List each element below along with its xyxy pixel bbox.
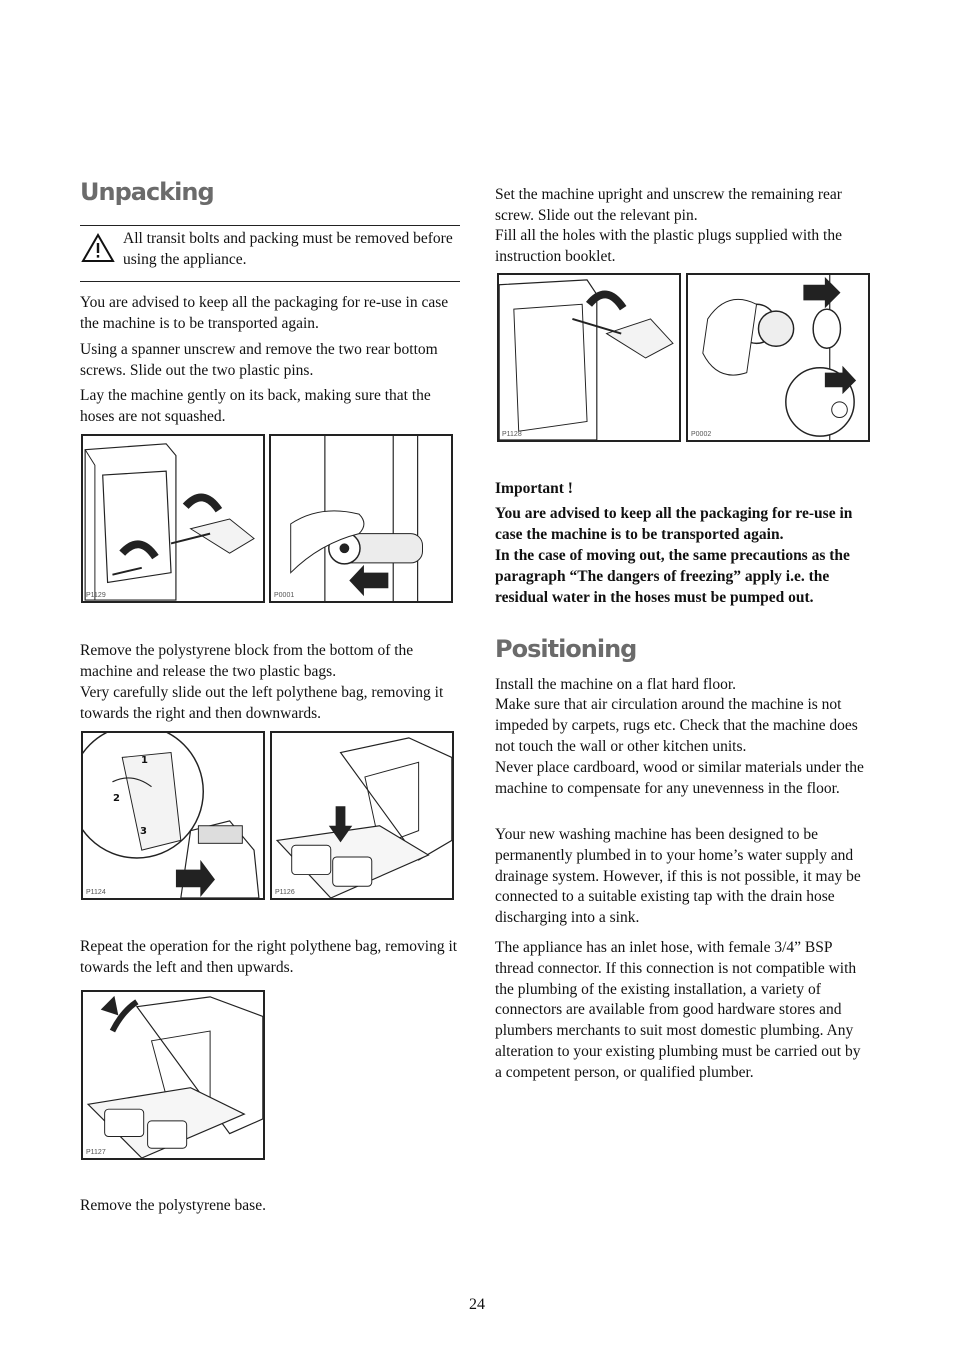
- plastic-plugs-illustration: [688, 275, 868, 440]
- unpack-para-1: You are advised to keep all the packaging for re-use in case the machine is to be transported again.: [80, 294, 449, 332]
- figure-code: P0001: [274, 592, 295, 599]
- figure-plugs: [686, 273, 870, 442]
- unpack-para-2: Using a spanner unscrew and remove the two rear bottom screws. Slide out the two plastic pins.: [80, 341, 438, 379]
- unpacking-heading: Unpacking: [80, 178, 214, 206]
- warning-text: All transit bolts and packing must be removed before using the appliance.: [123, 230, 453, 268]
- right-para-2: Fill all the holes with the plastic plugs supplied with the instruction booklet.: [495, 227, 842, 265]
- unpack-para-3: Lay the machine gently on its back, making sure that the hoses are not squashed.: [80, 387, 431, 425]
- warning-box: [80, 225, 460, 282]
- unpack-para-5: Very carefully slide out the left polythene bag, removing it towards the right and then downwards.: [80, 684, 444, 722]
- pin-removal-illustration: [271, 436, 451, 601]
- machine-rear-illustration: [83, 436, 263, 601]
- figure-code: P1126: [275, 889, 295, 896]
- polystyrene-tray-illustration: [272, 733, 452, 898]
- figure-right-bag: [81, 990, 265, 1160]
- figure-code: P1124: [86, 889, 106, 896]
- figure-bag-downwards: [270, 731, 454, 900]
- page-number: 24: [469, 1296, 485, 1313]
- left-bag-illustration: [83, 733, 263, 898]
- important-para-1: You are advised to keep all the packaging for re-use in case the machine is to be transported again.: [495, 505, 853, 543]
- important-heading: Important !: [495, 480, 573, 497]
- warning-triangle-icon: [81, 233, 115, 263]
- figure-code: P1128: [502, 431, 522, 438]
- positioning-para-5: The appliance has an inlet hose, with female 3/4” BSP thread connector. If this connection is not compatible with the plumbing of the existing installation, a variety of connectors are available from good hardware stores and plumbers merchants to suit most domestic plumbing. Any alteration to your existing plumbing must be carried out by a competent person, or qualified plumber.: [495, 939, 861, 1081]
- positioning-para-2: Make sure that air circulation around the machine is not impeded by carpets, rugs etc. Check that the machine does not touch the wall or other kitchen units.: [495, 696, 858, 755]
- positioning-heading: Positioning: [495, 635, 637, 663]
- important-para-2: In the case of moving out, the same precautions as the paragraph “The dangers of freezing” apply i.e. the residual water in the hoses must be pumped out.: [495, 547, 850, 606]
- unpack-para-7: Remove the polystyrene base.: [80, 1197, 266, 1214]
- figure-code: P1127: [86, 1149, 106, 1156]
- figure-code: P1129: [86, 592, 106, 599]
- step-label-3: 3: [140, 826, 147, 837]
- figure-pull-pin: [269, 434, 453, 603]
- figure-rear-screw: [497, 273, 681, 442]
- right-bag-illustration: [83, 992, 263, 1158]
- figure-unscrew-rear: [81, 434, 265, 603]
- positioning-para-4: Your new washing machine has been designed to be permanently plumbed in to your home’s water supply and drainage system. However, if this is not possible, it may be connected to a suitable existing tap with the drain hose discharging into a sink.: [495, 826, 861, 927]
- unpack-para-6: Repeat the operation for the right polythene bag, removing it towards the left and then upwards.: [80, 938, 458, 976]
- unpack-para-4: Remove the polystyrene block from the bottom of the machine and release the two plastic bags.: [80, 642, 414, 680]
- rear-screw-illustration: [499, 275, 679, 440]
- positioning-para-3: Never place cardboard, wood or similar materials under the machine to compensate for any unevenness in the floor.: [495, 759, 864, 797]
- right-para-1: Set the machine upright and unscrew the remaining rear screw. Slide out the relevant pin.: [495, 186, 842, 224]
- figure-code: P0002: [691, 431, 712, 438]
- step-label-1: 1: [141, 755, 148, 766]
- positioning-para-1: Install the machine on a flat hard floor.: [495, 676, 737, 693]
- step-label-2: 2: [113, 793, 120, 804]
- figure-left-bag: [81, 731, 265, 900]
